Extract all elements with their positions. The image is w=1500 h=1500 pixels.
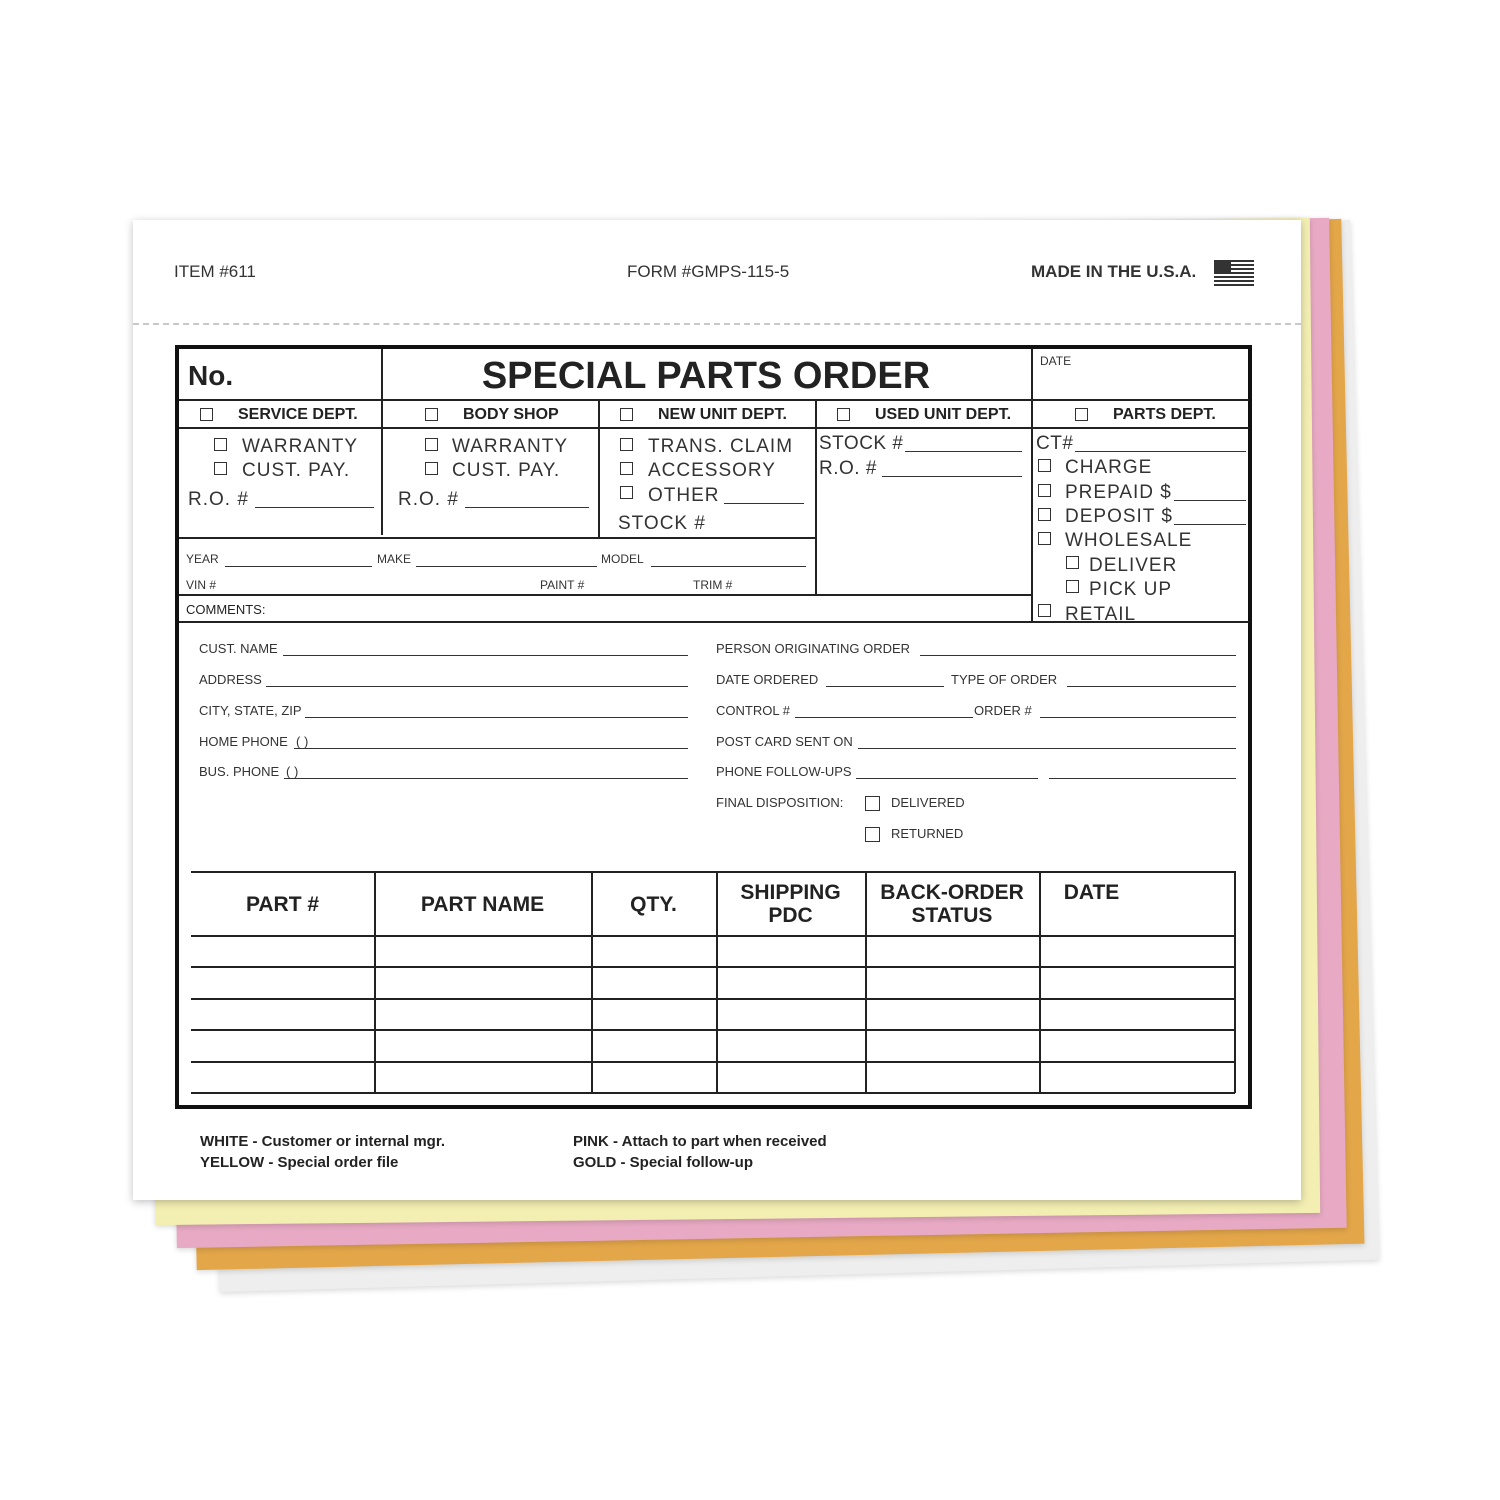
home-phone-field[interactable] — [294, 748, 688, 749]
prepaid-label: PREPAID $ — [1065, 482, 1172, 503]
address-label: ADDRESS — [199, 672, 262, 687]
retail-checkbox[interactable] — [1038, 604, 1051, 617]
body-warranty-label: WARRANTY — [452, 436, 569, 457]
address-field[interactable] — [266, 686, 688, 687]
order-number-field-label: ORDER # — [974, 703, 1032, 718]
service-warranty-checkbox[interactable] — [214, 438, 227, 451]
ct-field[interactable] — [1075, 451, 1246, 452]
table-row — [191, 966, 1235, 968]
service-cust-pay-checkbox[interactable] — [214, 462, 227, 475]
vin-label: VIN # — [186, 578, 217, 592]
date-ordered-label: DATE ORDERED — [716, 672, 819, 687]
final-disposition-label: FINAL DISPOSITION: — [716, 795, 844, 810]
us-flag-icon — [1214, 260, 1254, 286]
used-stock-label: STOCK # — [819, 433, 904, 454]
other-checkbox[interactable] — [620, 486, 633, 499]
table-row — [191, 1061, 1235, 1063]
date-label: DATE — [1040, 354, 1072, 368]
returned-label: RETURNED — [891, 826, 964, 841]
new-unit-dept-label: NEW UNIT DEPT. — [658, 406, 787, 423]
body-shop-label: BODY SHOP — [463, 406, 559, 423]
paint-label: PAINT # — [540, 578, 585, 592]
ct-label: CT# — [1036, 433, 1074, 454]
deposit-label: DEPOSIT $ — [1065, 506, 1173, 527]
pink-copy-note: PINK - Attach to part when received — [573, 1133, 827, 1150]
used-ro-field[interactable] — [882, 476, 1022, 477]
returned-checkbox[interactable] — [865, 827, 880, 842]
home-phone-label: HOME PHONE — [199, 734, 288, 749]
trans-claim-label: TRANS. CLAIM — [648, 436, 794, 457]
home-phone-area-code: ( ) — [296, 734, 309, 749]
used-unit-dept-checkbox[interactable] — [837, 408, 850, 421]
other-field[interactable] — [724, 503, 804, 504]
new-unit-dept-checkbox[interactable] — [620, 408, 633, 421]
cust-name-label: CUST. NAME — [199, 641, 278, 656]
col-header-part-number: PART # — [245, 893, 320, 916]
pick-up-checkbox[interactable] — [1066, 580, 1079, 593]
deposit-field[interactable] — [1174, 524, 1246, 525]
service-cust-pay-label: CUST. PAY. — [242, 460, 351, 481]
delivered-checkbox[interactable] — [865, 796, 880, 811]
control-field[interactable] — [795, 717, 973, 718]
deliver-label: DELIVER — [1089, 555, 1178, 576]
body-cust-pay-checkbox[interactable] — [425, 462, 438, 475]
white-copy-note: WHITE - Customer or internal mgr. — [200, 1133, 446, 1150]
service-warranty-label: WARRANTY — [242, 436, 359, 457]
col-header-date: DATE — [1063, 881, 1120, 904]
bus-phone-field[interactable] — [284, 778, 688, 779]
make-field[interactable] — [416, 566, 597, 567]
accessory-label: ACCESSORY — [648, 460, 776, 481]
model-field[interactable] — [651, 566, 806, 567]
order-number-field[interactable] — [1040, 717, 1236, 718]
col-header-shipping-pdc: SHIPPING PDC — [740, 881, 841, 927]
charge-checkbox[interactable] — [1038, 459, 1051, 472]
service-dept-label: SERVICE DEPT. — [238, 406, 358, 423]
bus-phone-area-code: ( ) — [286, 764, 299, 779]
prepaid-checkbox[interactable] — [1038, 484, 1051, 497]
yellow-copy-note: YELLOW - Special order file — [200, 1154, 399, 1171]
prepaid-field[interactable] — [1174, 500, 1246, 501]
form-number: FORM #GMPS-115-5 — [627, 262, 790, 281]
pick-up-label: PICK UP — [1089, 579, 1173, 600]
used-ro-label: R.O. # — [819, 458, 877, 479]
parts-dept-checkbox[interactable] — [1075, 408, 1088, 421]
model-label: MODEL — [601, 552, 644, 566]
made-in-usa: MADE IN THE U.S.A. — [1031, 262, 1197, 281]
table-row — [191, 1029, 1235, 1031]
accessory-checkbox[interactable] — [620, 462, 633, 475]
order-number-label: No. — [188, 360, 234, 391]
used-unit-dept-label: USED UNIT DEPT. — [875, 406, 1012, 423]
new-unit-stock-label: STOCK # — [618, 513, 706, 534]
service-ro-label: R.O. # — [188, 489, 249, 510]
followups-label: PHONE FOLLOW-UPS — [716, 764, 852, 779]
followup-field-2[interactable] — [1049, 778, 1236, 779]
body-warranty-checkbox[interactable] — [425, 438, 438, 451]
city-state-zip-label: CITY, STATE, ZIP — [199, 703, 302, 718]
comments-label: COMMENTS: — [186, 602, 266, 617]
year-label: YEAR — [186, 552, 219, 566]
charge-label: CHARGE — [1065, 457, 1153, 478]
table-row — [191, 998, 1235, 1000]
bus-phone-label: BUS. PHONE — [199, 764, 280, 779]
type-of-order-field[interactable] — [1067, 686, 1236, 687]
deliver-checkbox[interactable] — [1066, 556, 1079, 569]
col-header-qty: QTY. — [630, 893, 677, 916]
trim-label: TRIM # — [693, 578, 733, 592]
delivered-label: DELIVERED — [891, 795, 965, 810]
postcard-field[interactable] — [858, 748, 1236, 749]
wholesale-checkbox[interactable] — [1038, 532, 1051, 545]
service-ro-field[interactable] — [255, 507, 374, 508]
postcard-label: POST CARD SENT ON — [716, 734, 853, 749]
originator-label: PERSON ORIGINATING ORDER — [716, 641, 911, 656]
date-ordered-field[interactable] — [826, 686, 944, 687]
followup-field-1[interactable] — [856, 778, 1038, 779]
body-ro-field[interactable] — [465, 507, 589, 508]
originator-field[interactable] — [920, 655, 1236, 656]
year-field[interactable] — [225, 566, 372, 567]
table-row — [191, 1092, 1235, 1094]
item-number: ITEM #611 — [174, 262, 256, 281]
other-label: OTHER — [648, 485, 720, 506]
make-label: MAKE — [377, 552, 412, 566]
col-header-part-name: PART NAME — [420, 893, 545, 916]
wholesale-label: WHOLESALE — [1065, 530, 1193, 551]
body-cust-pay-label: CUST. PAY. — [452, 460, 561, 481]
type-of-order-label: TYPE OF ORDER — [951, 672, 1058, 687]
control-label: CONTROL # — [716, 703, 790, 718]
body-shop-checkbox[interactable] — [425, 408, 438, 421]
trans-claim-checkbox[interactable] — [620, 438, 633, 451]
body-ro-label: R.O. # — [398, 489, 459, 510]
retail-label: RETAIL — [1065, 604, 1137, 625]
service-dept-checkbox[interactable] — [200, 408, 213, 421]
col-header-back-order-status: BACK-ORDER STATUS — [880, 881, 1024, 927]
used-stock-field[interactable] — [905, 451, 1022, 452]
city-state-zip-field[interactable] — [305, 717, 688, 718]
deposit-checkbox[interactable] — [1038, 508, 1051, 521]
cust-name-field[interactable] — [283, 655, 688, 656]
parts-dept-label: PARTS DEPT. — [1113, 406, 1216, 423]
perforation-line — [133, 323, 1301, 325]
gold-copy-note: GOLD - Special follow-up — [573, 1154, 753, 1171]
form-title: SPECIAL PARTS ORDER — [481, 355, 931, 397]
